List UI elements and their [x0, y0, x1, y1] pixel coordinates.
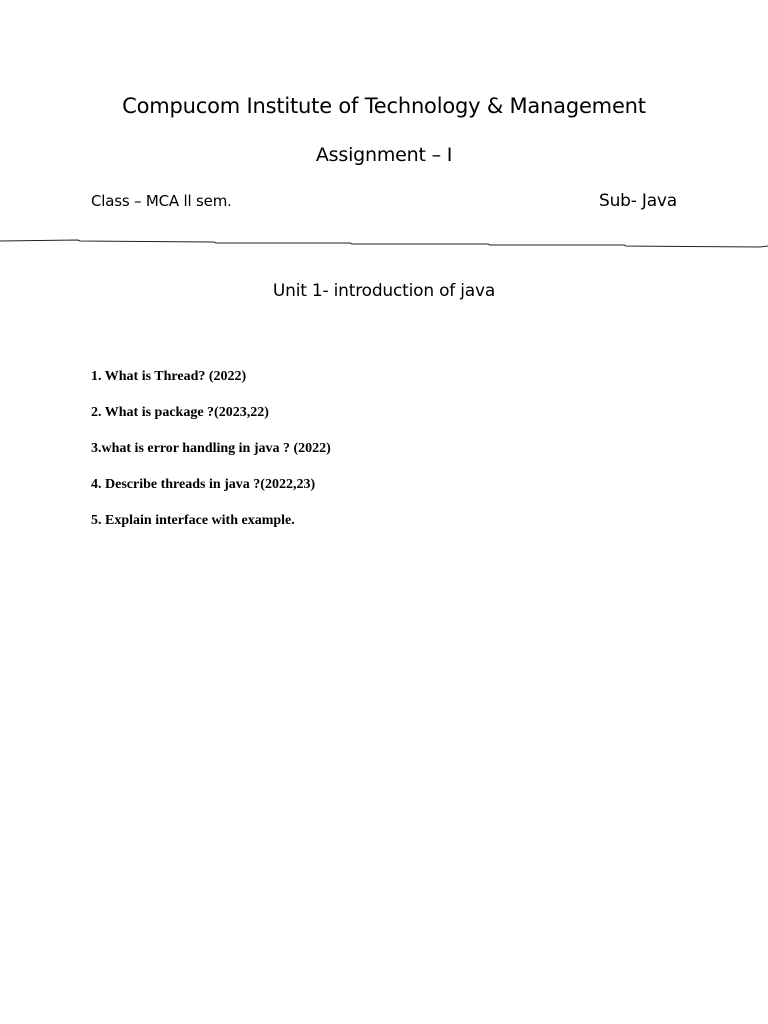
unit-title: Unit 1- introduction of java [272, 281, 496, 301]
institute-title: Compucom Institute of Technology & Management [122, 94, 646, 118]
subject-info: Sub- Java [599, 191, 678, 211]
question-item: 1. What is Thread? (2022) [91, 369, 247, 384]
assignment-title: Assignment – I [315, 144, 453, 166]
class-label: Class – MCA ll sem [91, 192, 228, 210]
question-list [91, 367, 331, 547]
question-item: 5. Explain interface with example. [91, 513, 295, 528]
class-info [91, 192, 231, 210]
header-divider-line [0, 236, 768, 250]
question-item: 2. What is package ?(2023,22) [91, 405, 269, 420]
question-item: 3.what is error handling in java ? (2022) [91, 441, 331, 456]
question-item: 4. Describe threads in java ?(2022,23) [91, 477, 316, 492]
class-trailing-period: . [227, 194, 232, 210]
